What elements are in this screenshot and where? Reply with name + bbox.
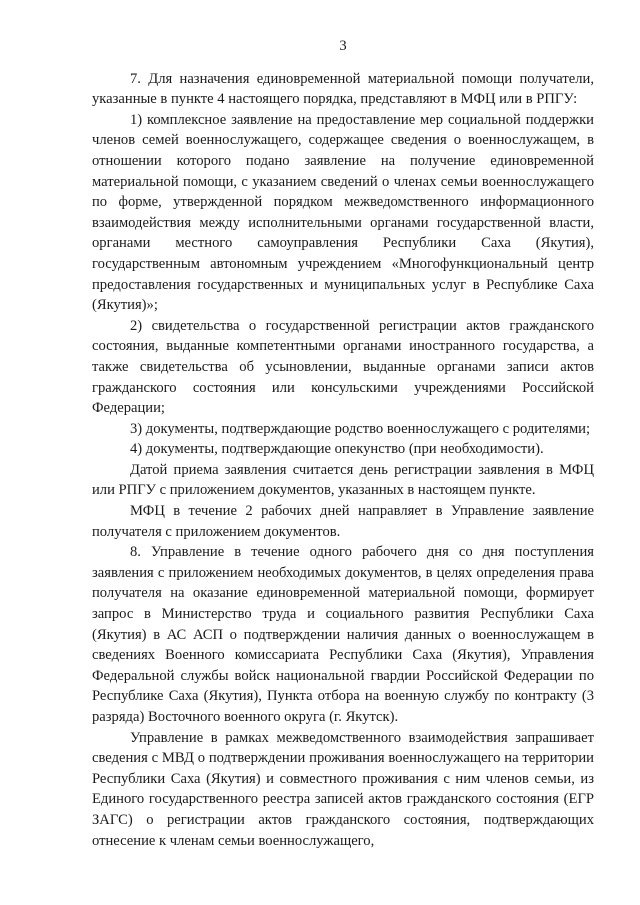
paragraph-subitem-3: 3) документы, подтверждающие родство военнослужащего с родителями; [130,420,591,437]
paragraph-subitem-1: 1) комплексное заявление на предоставление мер социальной поддержки членов семей военнослужащего, содержащее сведения о военнослужащем, в отношении которого подано заявление на получение единовременной материальной помощи, с указанием сведений о членах семьи военнослужащего по форме, утвержденной порядком межведомственного информационного взаимодействия между исполнительными органами государственной власти, органами местного самоуправления Республики Саха (Якутия), государственным автономным учреждением «Многофункциональный центр предоставления государственных и муниципальных услуг в Республике Саха (Якутия)»; [92,111,594,314]
page-number: 3 [339,38,347,54]
paragraph-mfc-forwarding: МФЦ в течение 2 рабочих дней направляет в Управление заявление получателя с приложением документов. [92,503,594,540]
paragraph-application-date: Датой приема заявления считается день регистрации заявления в МФЦ или РПГУ с приложением документов, указанных в настоящем пункте. [92,461,594,499]
paragraph-interagency-request: Управление в рамках межведомственного взаимодействия запрашивает сведения с МВД о подтверждении проживания военнослужащего на территории Республики Саха (Якутия) и совместного проживания с ним членов семьи, из Единого государственного реестра записей актов гражданского состояния (ЕГР ЗАГС) о регистрации актов гражданского состояния, подтверждающих отнесение к членам семьи военнослужащего, [92,729,594,849]
paragraph-subitem-4: 4) документы, подтверждающие опекунство (при необходимости). [130,441,544,458]
document-page [92,36,594,851]
paragraph-item-7-intro: 7. Для назначения единовременной материальной помощи получатели, указанные в пункте 4 настоящего порядка, представляют в МФЦ или в РПГУ: [92,70,594,108]
paragraph-subitem-2: 2) свидетельства о государственной регистрации актов гражданского состояния, выданные компетентными органами иностранного государства, а также свидетельства об усыновлении, выданные органами записи актов гражданского состояния или консульскими учреждениями Российской Федерации; [92,317,594,417]
paragraph-item-8: 8. Управление в течение одного рабочего дня со дня поступления заявления с приложением необходимых документов, в целях определения права получателя на оказание единовременной материальной помощи, формирует запрос в Министерство труда и социального развития Республики Саха (Якутия) в АС АСП о подтверждении наличия данных о военнослужащем в сведениях Военного комиссариата Республики Саха (Якутия), Управления Федеральной службы войск национальной гвардии Российской Федерации по Республике Саха (Якутия), Пункта отбора на военную службу по контракту (3 разряда) Восточного военного округа (г. Якутск). [92,544,594,725]
